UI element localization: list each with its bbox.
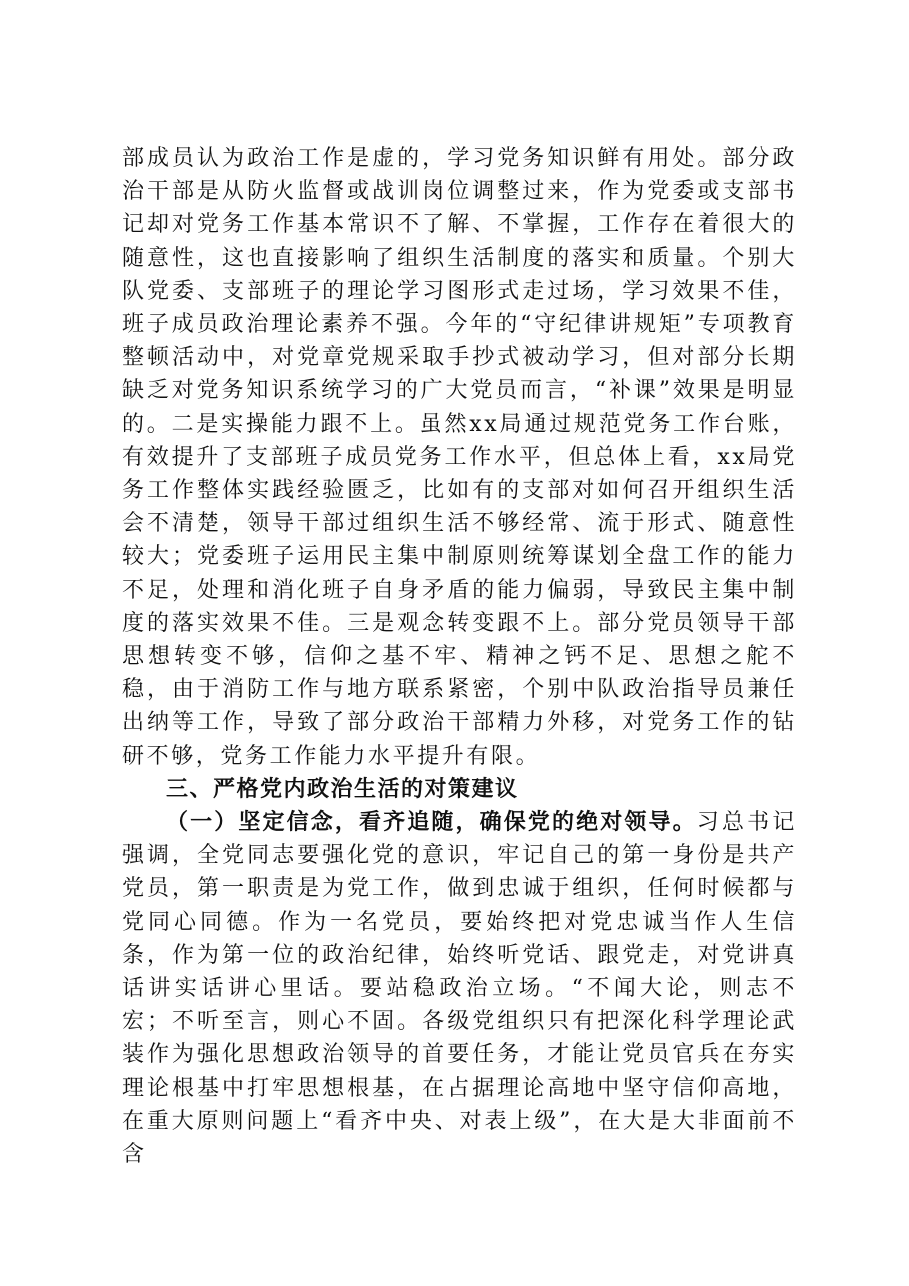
section-heading: 三、严格党内政治生活的对策建议 — [166, 776, 519, 802]
paragraph-body: 习总书记强调，全党同志要强化党的意识，牢记自己的第一身份是共产党员，第一职责是为党工作，做到忠诚于组织，任何时候都与党同心同德。作为一名党员，要始终把对党忠诚当作人生信条，作为第一位的政治纪律，始终听党话、跟党走，对党讲真话讲实话讲心里话。要站稳政治立场。“不闻大论，则志不宏；不听至言，则心不固。各级党组织只有把深化科学理论武装作为强化思想政治领导的首要任务，才能让党员官兵在夯实理论根基中打牢思想根基，在占据理论高地中坚守信仰高地，在重大原则问题上“看齐中央、对表上级”，在大是大非面前不含 — [122, 810, 797, 1168]
document-page — [122, 142, 797, 1171]
body-paragraph: 部成员认为政治工作是虚的，学习党务知识鲜有用处。部分政治干部是从防火监督或战训岗位调整过来，作为党委或支部书记却对党务工作基本常识不了解、不掌握，工作存在着很大的随意性，这也直接影响了组织生活制度的落实和质量。个别大队党委、支部班子的理论学习图形式走过场，学习效果不佳，班子成员政治理论素养不强。今年的“守纪律讲规矩”专项教育整顿活动中，对党章党规采取手抄式被动学习，但对部分长期缺乏对党务知识系统学习的广大党员而言，“补课”效果是明显的。二是实操能力跟不上。虽然xx局通过规范党务工作台账，有效提升了支部班子成员党务工作水平，但总体上看，xx局党务工作整体实践经验匮乏，比如有的支部对如何召开组织生活会不清楚，领导干部过组织生活不够经常、流于形式、随意性较大；党委班子运用民主集中制原则统筹谋划全盘工作的能力不足，处理和消化班子自身矛盾的能力偏弱，导致民主集中制度的落实效果不佳。三是观念转变跟不上。部分党员领导干部思想转变不够，信仰之基不牢、精神之钙不足、思想之舵不稳，由于消防工作与地方联系紧密，个别中队政治指导员兼任出纳等工作，导致了部分政治干部精力外移，对党务工作的钻研不够，党务工作能力水平提升有限。 — [122, 146, 797, 769]
paragraph-lead: （一）坚定信念，看齐追随，确保党的绝对领导。 — [166, 810, 697, 836]
body-paragraph-2 — [122, 806, 797, 1171]
